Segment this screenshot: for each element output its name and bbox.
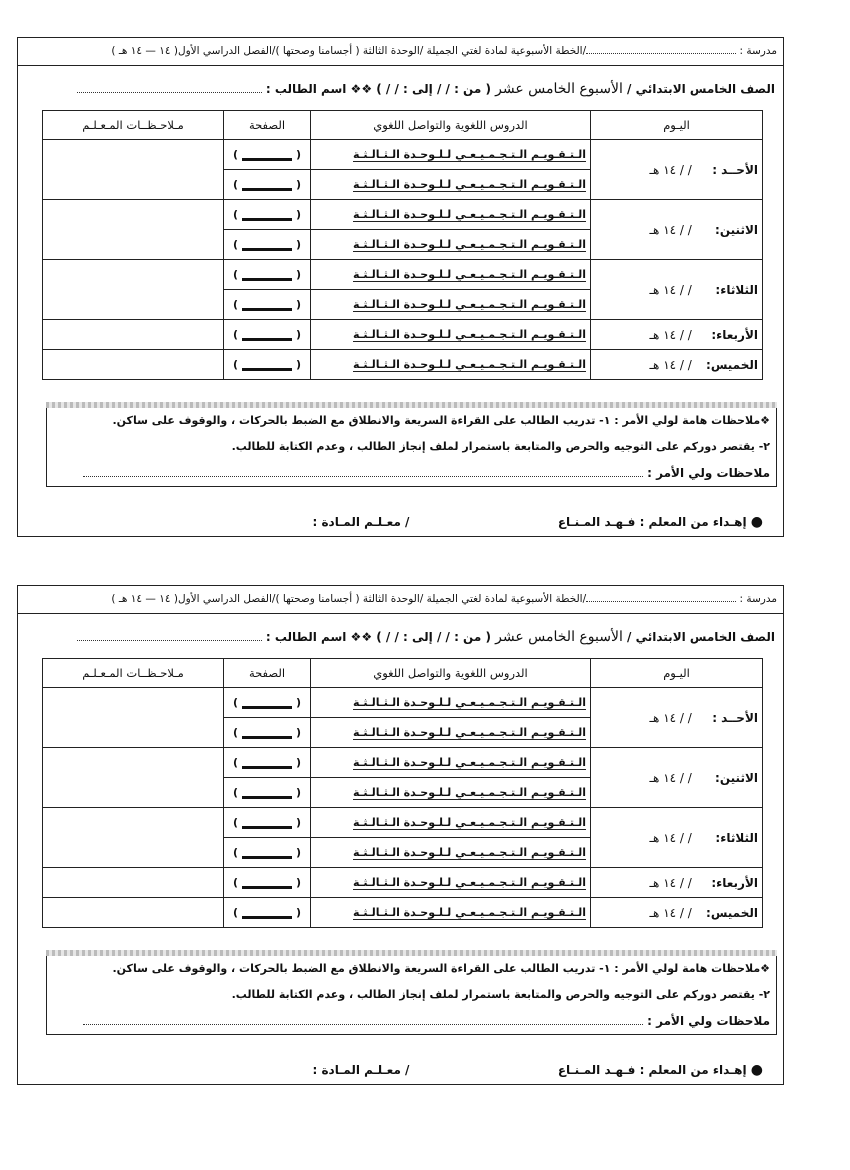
table-row	[43, 200, 763, 230]
table-row	[43, 688, 763, 718]
student-info-line	[26, 628, 775, 652]
table-row	[43, 350, 763, 380]
date-range: ( من : / / إلى : / / )	[376, 630, 491, 644]
day-name: الأربعاء:	[711, 875, 758, 890]
page-blank	[242, 240, 292, 251]
lesson-cell	[311, 170, 591, 200]
bullet-icon: ●	[750, 514, 763, 530]
teacher-notes-cell[interactable]	[43, 868, 224, 898]
lesson-cell	[311, 260, 591, 290]
parent-note-2: ٢- يقتصر دوركم على التوجيه والحرص والمتابعة باستمرار لملف إنجاز الطالب ، وعدم الكتابة للطالب.	[231, 988, 770, 1001]
lesson-cell	[311, 290, 591, 320]
lesson-cell	[311, 838, 591, 868]
lesson-text: الـتـقـويـم الـتـجـمـيـعـي لـلـوحـدة الـثـالـثـة	[353, 756, 586, 769]
table-header-row	[43, 111, 763, 140]
teacher-notes-cell[interactable]	[43, 688, 224, 748]
page-cell[interactable]: ()	[224, 320, 311, 350]
plan-footer	[38, 1062, 763, 1078]
lesson-text: الـتـقـويـم الـتـجـمـيـعـي لـلـوحـدة الـثـالـثـة	[353, 816, 586, 829]
school-label: مدرسة :	[739, 593, 777, 605]
week-label: الأسبوع الخامس عشر	[495, 81, 623, 97]
day-cell	[591, 688, 763, 748]
page-cell[interactable]: ()	[224, 778, 311, 808]
page-blank	[242, 878, 292, 889]
parent-note-2: ٢- يقتصر دوركم على التوجيه والحرص والمتابعة باستمرار لملف إنجاز الطالب ، وعدم الكتابة للطالب.	[231, 440, 770, 453]
parent-note-1: ❖ملاحظات هامة لولي الأمر : ١- تدريب الطالب على القراءة السريعة والانطلاق مع الضبط بالحركات ، والوقوف على ساكن.	[112, 962, 770, 975]
parent-note-1: ❖ملاحظات هامة لولي الأمر : ١- تدريب الطالب على القراءة السريعة والانطلاق مع الضبط بالحركات ، والوقوف على ساكن.	[112, 414, 770, 427]
guardian-notes-row	[53, 1008, 770, 1034]
page-cell[interactable]: ()	[224, 718, 311, 748]
page-blank	[242, 848, 292, 859]
day-date: / / ١٤ هـ	[649, 222, 692, 237]
lesson-cell	[311, 778, 591, 808]
grade-label: الصف الخامس الابتدائي /	[627, 630, 775, 644]
lesson-text: الـتـقـويـم الـتـجـمـيـعـي لـلـوحـدة الـثـالـثـة	[353, 298, 586, 311]
table-row	[43, 140, 763, 170]
page-blank	[242, 818, 292, 829]
teacher-notes-cell[interactable]	[43, 200, 224, 260]
page-blank	[242, 300, 292, 311]
table-row	[43, 898, 763, 928]
guardian-notes-label: ملاحظات ولي الأمر :	[647, 1014, 770, 1028]
dedication-label: إهـداء من المعلم :	[639, 1063, 747, 1077]
student-name-blank[interactable]	[77, 628, 262, 641]
col-page: الصفحة	[224, 111, 311, 140]
teacher-notes-cell[interactable]	[43, 260, 224, 320]
plan-footer	[38, 514, 763, 530]
student-info-line	[26, 80, 775, 104]
lessons-table	[42, 110, 763, 380]
day-cell	[591, 898, 763, 928]
student-name-label: ❖❖ اسم الطالب :	[265, 630, 373, 644]
lesson-cell	[311, 320, 591, 350]
bullet-icon: ●	[750, 1062, 763, 1078]
guardian-notes-blank[interactable]	[83, 1012, 643, 1025]
col-page: الصفحة	[224, 659, 311, 688]
day-cell	[591, 320, 763, 350]
day-name: الاثنين:	[715, 222, 758, 237]
day-name: الخميس:	[706, 905, 758, 920]
lesson-text: الـتـقـويـم الـتـجـمـيـعـي لـلـوحـدة الـثـالـثـة	[353, 876, 586, 889]
page-blank	[242, 270, 292, 281]
guardian-notes-blank[interactable]	[83, 464, 643, 477]
day-name: الأربعاء:	[711, 327, 758, 342]
plan-header	[18, 586, 783, 614]
plan-title: /الخطة الأسبوعية لمادة لغتي الجميلة /الوحدة الثالثة ( أجسامنا وصحتها )/الفصل الدراسي الأول(	[173, 593, 587, 605]
page-blank	[242, 908, 292, 919]
day-name: الاثنين:	[715, 770, 758, 785]
lesson-cell	[311, 200, 591, 230]
lesson-text: الـتـقـويـم الـتـجـمـيـعـي لـلـوحـدة الـثـالـثـة	[353, 238, 586, 251]
lesson-cell	[311, 808, 591, 838]
day-date: / / ١٤ هـ	[649, 282, 692, 297]
day-date: / / ١٤ هـ	[649, 710, 692, 725]
table-row	[43, 868, 763, 898]
col-lessons: الدروس اللغوية والتواصل اللغوي	[311, 111, 591, 140]
page-cell[interactable]: ()	[224, 898, 311, 928]
student-name-blank[interactable]	[77, 80, 262, 93]
day-date: / / ١٤ هـ	[649, 327, 692, 342]
date-range: ( من : / / إلى : / / )	[376, 82, 491, 96]
lesson-text: الـتـقـويـم الـتـجـمـيـعـي لـلـوحـدة الـثـالـثـة	[353, 148, 586, 161]
school-name-blank[interactable]	[586, 43, 736, 54]
teacher-notes-cell[interactable]	[43, 898, 224, 928]
page-blank	[242, 698, 292, 709]
teacher-notes-cell[interactable]	[43, 350, 224, 380]
col-teacher-notes: مـلاحـظــات المـعـلـم	[43, 111, 224, 140]
grade-label: الصف الخامس الابتدائي /	[627, 82, 775, 96]
lesson-text: الـتـقـويـم الـتـجـمـيـعـي لـلـوحـدة الـثـالـثـة	[353, 328, 586, 341]
lesson-text: الـتـقـويـم الـتـجـمـيـعـي لـلـوحـدة الـثـالـثـة	[353, 726, 586, 739]
lesson-cell	[311, 898, 591, 928]
lesson-cell	[311, 718, 591, 748]
academic-year: ١٤ — ١٤ هـ )	[111, 45, 171, 57]
day-cell	[591, 140, 763, 200]
day-date: / / ١٤ هـ	[649, 357, 692, 372]
school-label: مدرسة :	[739, 45, 777, 57]
dedication-label: إهـداء من المعلم :	[639, 515, 747, 529]
page-cell[interactable]: ()	[224, 290, 311, 320]
page-cell[interactable]: ()	[224, 350, 311, 380]
col-teacher-notes: مـلاحـظــات المـعـلـم	[43, 659, 224, 688]
page-blank	[242, 330, 292, 341]
lessons-table	[42, 658, 763, 928]
subject-teacher-label: / معـلـم المـادة :	[312, 515, 410, 529]
teacher-notes-cell[interactable]	[43, 748, 224, 808]
day-cell	[591, 200, 763, 260]
weekly-plan-sheet	[17, 37, 784, 537]
guardian-notes-label: ملاحظات ولي الأمر :	[647, 466, 770, 480]
page-cell[interactable]: ()	[224, 748, 311, 778]
parent-notes-block	[46, 956, 777, 1035]
lesson-text: الـتـقـويـم الـتـجـمـيـعـي لـلـوحـدة الـثـالـثـة	[353, 696, 586, 709]
lesson-cell	[311, 230, 591, 260]
day-date: / / ١٤ هـ	[649, 162, 692, 177]
page-blank	[242, 180, 292, 191]
guardian-notes-row	[53, 460, 770, 486]
col-day: اليـوم	[591, 659, 763, 688]
day-cell	[591, 808, 763, 868]
day-cell	[591, 748, 763, 808]
page-cell[interactable]: ()	[224, 868, 311, 898]
lesson-cell	[311, 868, 591, 898]
page-cell[interactable]: ()	[224, 200, 311, 230]
day-name: الأحــد :	[712, 162, 758, 177]
lesson-text: الـتـقـويـم الـتـجـمـيـعـي لـلـوحـدة الـثـالـثـة	[353, 786, 586, 799]
table-row	[43, 748, 763, 778]
page-blank	[242, 728, 292, 739]
day-cell	[591, 868, 763, 898]
academic-year: ١٤ — ١٤ هـ )	[111, 593, 171, 605]
lesson-cell	[311, 688, 591, 718]
page-blank	[242, 788, 292, 799]
lesson-cell	[311, 350, 591, 380]
table-row	[43, 320, 763, 350]
lesson-text: الـتـقـويـم الـتـجـمـيـعـي لـلـوحـدة الـثـالـثـة	[353, 358, 586, 371]
page-cell[interactable]: ()	[224, 838, 311, 868]
day-date: / / ١٤ هـ	[649, 875, 692, 890]
plan-header	[18, 38, 783, 66]
lesson-text: الـتـقـويـم الـتـجـمـيـعـي لـلـوحـدة الـثـالـثـة	[353, 846, 586, 859]
plan-title: /الخطة الأسبوعية لمادة لغتي الجميلة /الوحدة الثالثة ( أجسامنا وصحتها )/الفصل الدراسي الأول(	[173, 45, 587, 57]
page-cell[interactable]: ()	[224, 230, 311, 260]
page-cell[interactable]: ()	[224, 808, 311, 838]
table-row	[43, 808, 763, 838]
teacher-name: فـهـد المـنـاع	[557, 1063, 636, 1077]
day-cell	[591, 350, 763, 380]
lesson-text: الـتـقـويـم الـتـجـمـيـعـي لـلـوحـدة الـثـالـثـة	[353, 208, 586, 221]
day-name: الثلاثاء:	[715, 282, 758, 297]
day-cell	[591, 260, 763, 320]
table-row	[43, 260, 763, 290]
week-label: الأسبوع الخامس عشر	[495, 629, 623, 645]
parent-notes-block	[46, 408, 777, 487]
day-name: الثلاثاء:	[715, 830, 758, 845]
col-lessons: الدروس اللغوية والتواصل اللغوي	[311, 659, 591, 688]
subject-teacher-label: / معـلـم المـادة :	[312, 1063, 410, 1077]
day-date: / / ١٤ هـ	[649, 905, 692, 920]
table-header-row	[43, 659, 763, 688]
day-date: / / ١٤ هـ	[649, 770, 692, 785]
col-day: اليـوم	[591, 111, 763, 140]
page-cell[interactable]: ()	[224, 170, 311, 200]
lesson-cell	[311, 748, 591, 778]
teacher-name: فـهـد المـنـاع	[557, 515, 636, 529]
lesson-text: الـتـقـويـم الـتـجـمـيـعـي لـلـوحـدة الـثـالـثـة	[353, 268, 586, 281]
page-blank	[242, 150, 292, 161]
page-blank	[242, 758, 292, 769]
weekly-plan-sheet	[17, 585, 784, 1085]
page-cell[interactable]: ()	[224, 688, 311, 718]
teacher-notes-cell[interactable]	[43, 320, 224, 350]
lesson-cell	[311, 140, 591, 170]
page-cell[interactable]: ()	[224, 140, 311, 170]
lesson-text: الـتـقـويـم الـتـجـمـيـعـي لـلـوحـدة الـثـالـثـة	[353, 178, 586, 191]
page-blank	[242, 210, 292, 221]
page-cell[interactable]: ()	[224, 260, 311, 290]
page-blank	[242, 360, 292, 371]
lesson-text: الـتـقـويـم الـتـجـمـيـعـي لـلـوحـدة الـثـالـثـة	[353, 906, 586, 919]
day-date: / / ١٤ هـ	[649, 830, 692, 845]
student-name-label: ❖❖ اسم الطالب :	[265, 82, 373, 96]
school-name-blank[interactable]	[586, 591, 736, 602]
teacher-notes-cell[interactable]	[43, 140, 224, 200]
day-name: الأحــد :	[712, 710, 758, 725]
teacher-notes-cell[interactable]	[43, 808, 224, 868]
day-name: الخميس:	[706, 357, 758, 372]
